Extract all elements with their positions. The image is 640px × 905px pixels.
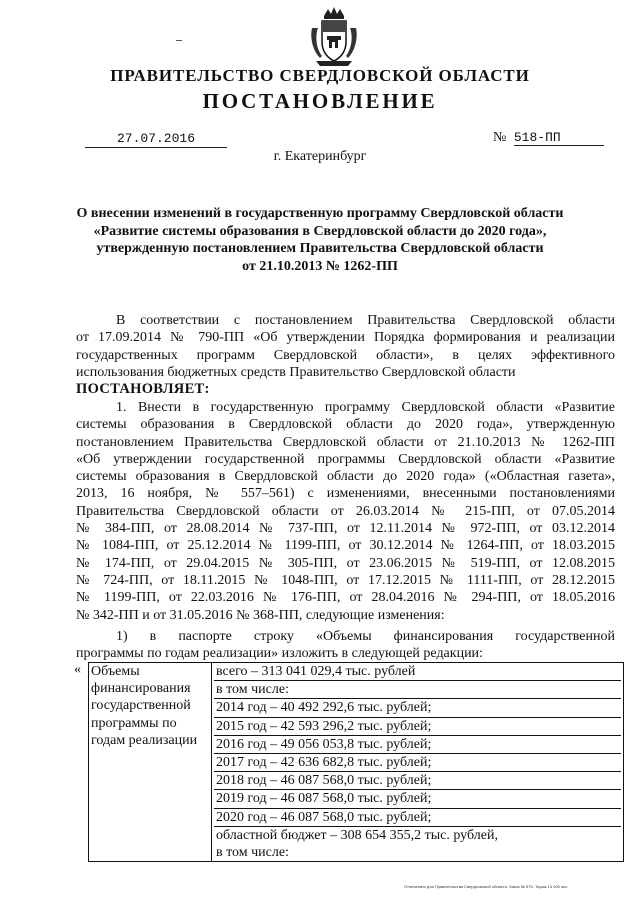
- subitem-1-paragraph: [76, 628, 615, 663]
- text-line: «Об утверждении государственной программы Свердловской области «Развитие: [76, 451, 615, 467]
- text-line: постановлением Правительства Свердловской области от 21.10.2013 № 1262-ПП: [76, 434, 615, 450]
- label-line: государственной: [91, 698, 191, 714]
- passport-table: [88, 662, 624, 862]
- value-line: всего – 313 041 029,4 тыс. рублей: [214, 663, 621, 681]
- heading-line: «Развитие системы образования в Свердловской области до 2020 года»,: [93, 223, 547, 239]
- document-number: 518-ПП: [514, 130, 604, 146]
- government-name: ПРАВИТЕЛЬСТВО СВЕРДЛОВСКОЙ ОБЛАСТИ: [110, 66, 530, 85]
- opening-quote: «: [74, 662, 81, 677]
- text-line: 2013, 16 ноября, № 557–561) с изменениями, внесенными постановлениями: [76, 486, 615, 502]
- document-date: 27.07.2016: [85, 131, 227, 148]
- label-line: программы по: [91, 715, 177, 731]
- city-name: г. Екатеринбург: [273, 149, 367, 164]
- margin-dash: [176, 40, 182, 41]
- value-line: 2014 год – 40 492 292,6 тыс. рублей;: [214, 699, 621, 717]
- table-value-cell: [212, 663, 624, 862]
- coat-of-arms-emblem: [308, 6, 360, 68]
- text-line: программы по годам реализации» изложить в следующей редакции:: [76, 646, 483, 662]
- value-line: в том числе:: [214, 681, 621, 699]
- value-line: областной бюджет – 308 654 355,2 тыс. рублей,: [216, 827, 498, 843]
- document-number-block: [493, 130, 604, 146]
- label-line: Объемы: [91, 664, 140, 679]
- heading-line: от 21.10.2013 № 1262-ПП: [242, 258, 398, 274]
- text-line: системы образования в Свердловской области до 2020 года» («Областная газета»,: [76, 469, 615, 485]
- text-line: использования бюджетных средств Правительство Свердловской области: [76, 364, 516, 380]
- text-line: № 174-ПП, от 29.04.2015 № 305-ПП, от 23.06.2015 № 519-ПП, от 12.08.2015: [76, 555, 615, 571]
- value-line: 2018 год – 46 087 568,0 тыс. рублей;: [214, 772, 621, 790]
- coat-of-arms-icon: [308, 6, 360, 68]
- label-line: годам реализации: [91, 732, 198, 748]
- number-sign: №: [493, 130, 507, 145]
- heading-line: утвержденную постановлением Правительства Свердловской области: [96, 241, 544, 256]
- value-line: 2016 год – 49 056 053,8 тыс. рублей;: [214, 736, 621, 754]
- value-line: в том числе:: [216, 844, 289, 860]
- value-line: 2017 год – 42 636 682,8 тыс. рублей;: [214, 754, 621, 772]
- text-line: В соответствии с постановлением Правительства Свердловской области: [116, 313, 615, 328]
- label-line: финансирования: [91, 681, 191, 697]
- table-label-cell: [89, 663, 212, 862]
- value-line: 2020 год – 46 087 568,0 тыс. рублей;: [214, 809, 621, 827]
- text-line: № 1199-ПП, от 22.03.2016 № 176-ПП, от 28.04.2016 № 294-ПП, от 18.05.2016: [76, 590, 615, 606]
- text-line: от 17.09.2014 № 790-ПП «Об утверждении Порядка формирования и реализации: [76, 330, 615, 346]
- text-line: Правительства Свердловской области от 26.03.2014 № 215-ПП, от 07.05.2014: [76, 503, 615, 519]
- heading-line: О внесении изменений в государственную программу Свердловской области: [76, 206, 564, 221]
- text-line: системы образования в Свердловской области до 2020 года», утвержденную: [76, 417, 615, 433]
- preamble-paragraph: [76, 312, 615, 381]
- document-heading: [60, 205, 580, 275]
- value-line: 2015 год – 42 593 296,2 тыс. рублей;: [214, 718, 621, 736]
- text-line: № 1084-ПП, от 25.12.2014 № 1199-ПП, от 30.12.2014 № 1264-ПП, от 18.03.2015: [76, 538, 615, 554]
- value-line: 2019 год – 46 087 568,0 тыс. рублей;: [214, 790, 621, 808]
- table-row: [89, 663, 624, 862]
- text-line: № 342-ПП и от 31.05.2016 № 368-ПП, следующие изменения:: [76, 607, 445, 623]
- item-1-paragraph: [76, 399, 615, 624]
- text-line: № 384-ПП, от 28.08.2014 № 737-ПП, от 12.11.2014 № 972-ПП, от 03.12.2014: [76, 521, 615, 537]
- text-line: № 724-ПП, от 18.11.2015 № 1048-ПП, от 17.12.2015 № 1111-ПП, от 28.12.2015: [76, 572, 615, 588]
- text-line: 1) в паспорте строку «Объемы финансирования государственной: [116, 629, 615, 644]
- print-footer: Отпечатано для Правительства Свердловской области. Заказ № 575. Тираж 14 000 экз.: [404, 884, 568, 889]
- document-type-title: ПОСТАНОВЛЕНИЕ: [202, 89, 438, 113]
- text-line: 1. Внести в государственную программу Свердловской области «Развитие: [116, 400, 615, 415]
- decree-word: ПОСТАНОВЛЯЕТ:: [76, 381, 210, 397]
- text-line: государственных программ Свердловской области», в целях эффективного: [76, 347, 615, 363]
